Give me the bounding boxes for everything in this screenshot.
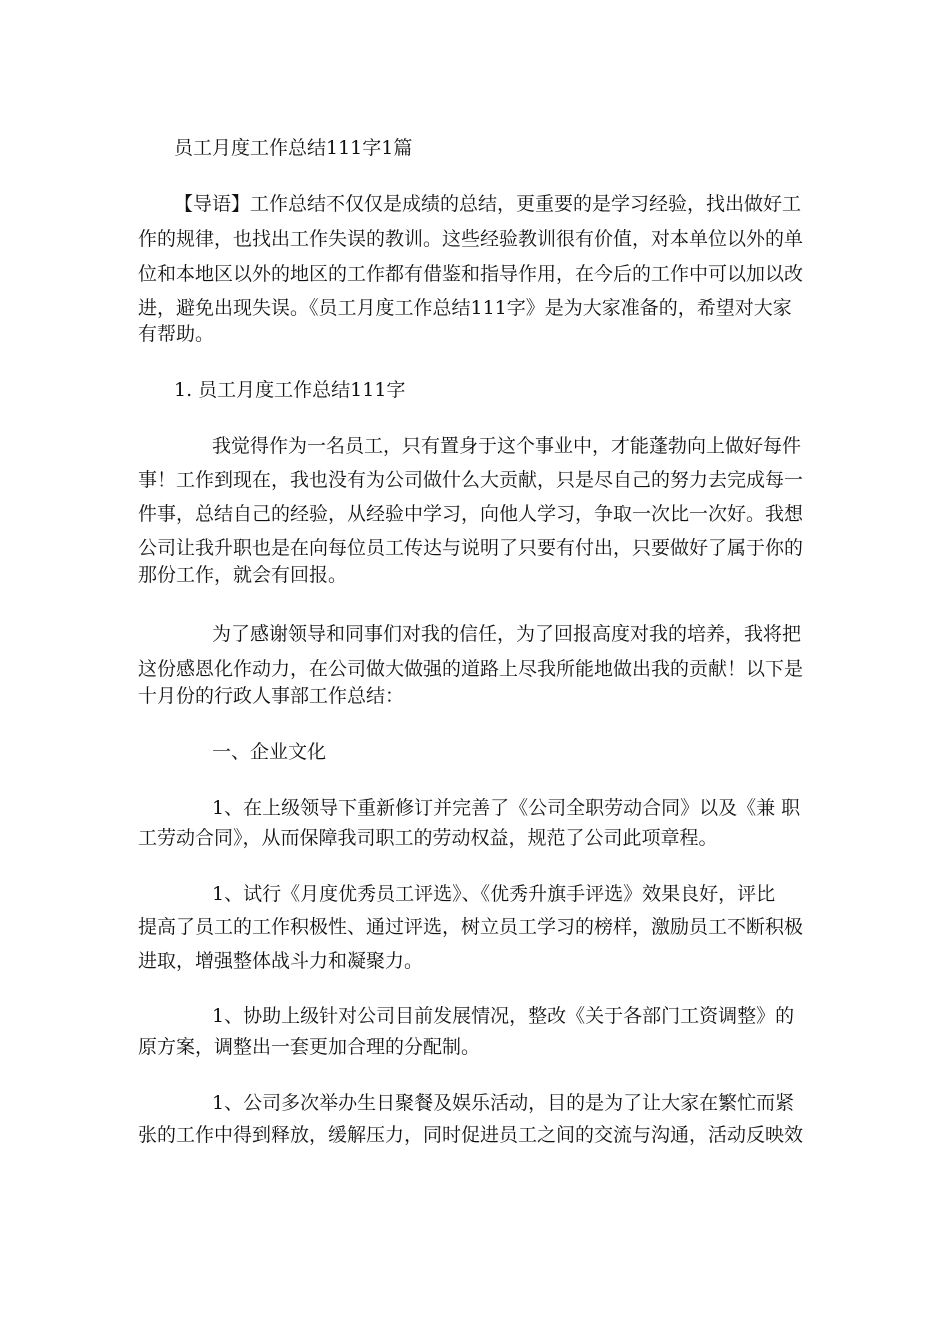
intro-line: 【导语】工作总结不仅仅是成绩的总结，更重要的是学习经验，找出做好工 (174, 193, 802, 215)
list-item-line: 1、协助上级针对公司目前发展情况，整改《关于各部门工资调整》的 (212, 1005, 795, 1027)
intro-line: 有帮助。 (138, 323, 215, 345)
intro-line: 位和本地区以外的地区的工作都有借鉴和指导作用，在今后的工作中可以加以改 (138, 263, 804, 285)
intro-line: 作的规律，也找出工作失误的教训。这些经验教训很有价值，对本单位以外的单 (138, 228, 804, 250)
paragraph-line: 这份感恩化作动力，在公司做大做强的道路上尽我所能地做出我的贡献！以下是 (138, 658, 804, 680)
paragraph-line: 事！工作到现在，我也没有为公司做什么大贡献，只是尽自己的努力去完成每一 (138, 469, 804, 491)
paragraph-line: 为了感谢领导和同事们对我的信任，为了回报高度对我的培养，我将把 (212, 623, 802, 645)
list-item-line: 张的工作中得到释放，缓解压力，同时促进员工之间的交流与沟通，活动反映效 (138, 1124, 804, 1146)
list-item-line: 1、公司多次举办生日聚餐及娱乐活动，目的是为了让大家在繁忙而紧 (212, 1092, 795, 1114)
list-item-line: 进取，增强整体战斗力和凝聚力。 (138, 950, 424, 972)
paragraph-line: 公司让我升职也是在向每位员工传达与说明了只要有付出，只要做好了属于你的 (138, 537, 804, 559)
paragraph-line: 件事，总结自己的经验，从经验中学习，向他人学习，争取一次比一次好。我想 (138, 503, 804, 525)
intro-line: 进，避免出现失误。《员工月度工作总结111字》是为大家准备的，希望对大家 (138, 297, 792, 319)
list-item-line: 1、试行《月度优秀员工评选》、《优秀升旗手评选》效果良好，评比 (212, 883, 776, 905)
list-item-line: 原方案，调整出一套更加合理的分配制。 (138, 1036, 481, 1058)
list-item-line: 1、在上级领导下重新修订并完善了《公司全职劳动合同》以及《兼 职 (212, 797, 801, 819)
paragraph-line: 我觉得作为一名员工，只有置身于这个事业中，才能蓬勃向上做好每件 (212, 435, 802, 457)
subheading: 一、企业文化 (212, 741, 327, 763)
paragraph-line: 十月份的行政人事部工作总结： (138, 685, 405, 707)
list-item-line: 工劳动合同》，从而保障我司职工的劳动权益，规范了公司此项章程。 (138, 827, 718, 849)
section-heading: 1. 员工月度工作总结111字 (174, 379, 406, 401)
paragraph-line: 那份工作，就会有回报。 (138, 564, 348, 586)
document-title: 员工月度工作总结111字1篇 (174, 137, 413, 159)
list-item-line: 提高了员工的工作积极性、通过评选，树立员工学习的榜样，激励员工不断积极 (138, 916, 804, 938)
